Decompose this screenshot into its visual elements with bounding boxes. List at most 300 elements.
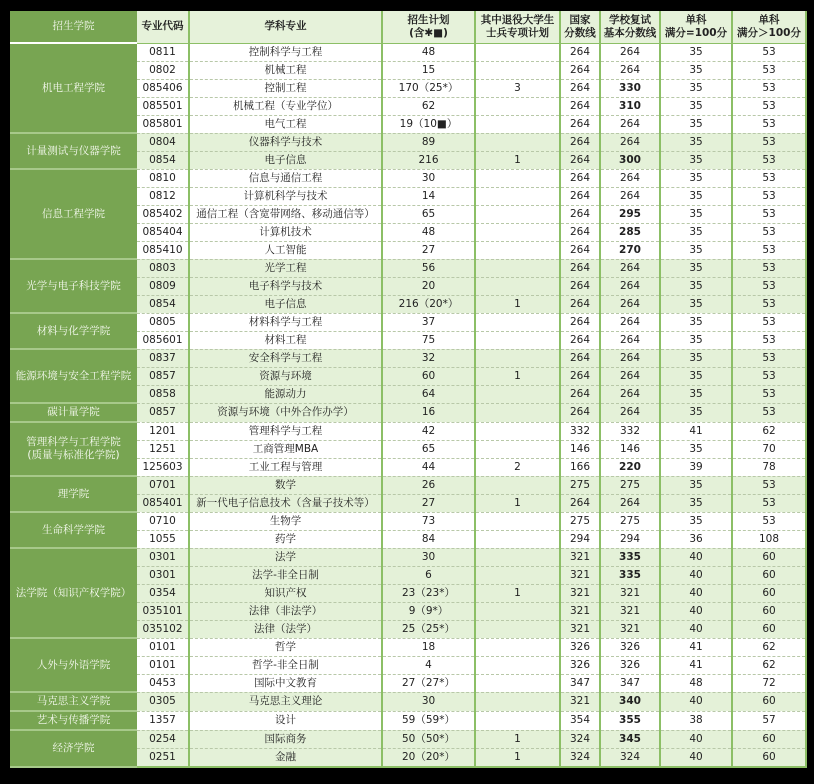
veteran-plan-cell: 1 <box>475 748 560 767</box>
national-line-cell: 146 <box>560 440 600 458</box>
single-subject-100-cell: 35 <box>660 385 732 403</box>
single-subject-gt100-cell: 53 <box>732 476 806 494</box>
school-line-cell: 321 <box>600 602 660 620</box>
national-line-cell: 264 <box>560 169 600 187</box>
national-line-cell: 264 <box>560 61 600 79</box>
national-line-cell: 275 <box>560 512 600 530</box>
single-subject-100-cell: 35 <box>660 187 732 205</box>
enrollment-plan-cell: 73 <box>382 512 475 530</box>
major-name-cell: 安全科学与工程 <box>189 349 382 367</box>
veteran-plan-cell <box>475 620 560 638</box>
enrollment-plan-cell: 25（25*） <box>382 620 475 638</box>
school-line-cell: 264 <box>600 115 660 133</box>
veteran-plan-cell <box>475 223 560 241</box>
enrollment-plan-cell: 64 <box>382 385 475 403</box>
national-line-cell: 264 <box>560 151 600 169</box>
enrollment-plan-cell: 30 <box>382 169 475 187</box>
national-line-cell: 264 <box>560 241 600 259</box>
major-name-cell: 新一代电子信息技术（含量子技术等） <box>189 494 382 512</box>
single-subject-100-cell: 35 <box>660 79 732 97</box>
veteran-plan-cell <box>475 530 560 548</box>
single-subject-gt100-cell: 53 <box>732 187 806 205</box>
single-subject-100-cell: 40 <box>660 620 732 638</box>
header-single100-line1: 单科 <box>685 14 707 27</box>
veteran-plan-cell <box>475 43 560 61</box>
single-subject-100-cell: 35 <box>660 223 732 241</box>
major-name-cell: 电子信息 <box>189 151 382 169</box>
major-code-cell: 0251 <box>137 748 189 767</box>
single-subject-100-cell: 35 <box>660 512 732 530</box>
single-subject-gt100-cell: 53 <box>732 241 806 259</box>
major-code-cell: 085410 <box>137 241 189 259</box>
table-body <box>10 43 806 767</box>
college-cell: 材料与化学学院 <box>10 313 137 349</box>
table-row <box>10 349 806 367</box>
veteran-plan-cell <box>475 548 560 566</box>
single-subject-gt100-cell: 62 <box>732 656 806 674</box>
school-line-cell: 345 <box>600 730 660 748</box>
major-name-cell: 法律（非法学） <box>189 602 382 620</box>
national-line-cell: 264 <box>560 313 600 331</box>
major-name-cell: 工业工程与管理 <box>189 458 382 476</box>
school-line-cell: 294 <box>600 530 660 548</box>
national-line-cell: 264 <box>560 403 600 422</box>
single-subject-100-cell: 36 <box>660 530 732 548</box>
major-name-cell: 设计 <box>189 711 382 730</box>
veteran-plan-cell <box>475 169 560 187</box>
table-row <box>10 692 806 711</box>
enrollment-plan-cell: 75 <box>382 331 475 349</box>
school-line-cell: 264 <box>600 187 660 205</box>
school-line-cell: 340 <box>600 692 660 711</box>
single-subject-gt100-cell: 53 <box>732 61 806 79</box>
single-subject-gt100-cell: 60 <box>732 748 806 767</box>
national-line-cell: 264 <box>560 367 600 385</box>
table-row <box>10 476 806 494</box>
enrollment-plan-cell: 6 <box>382 566 475 584</box>
enrollment-plan-cell: 62 <box>382 97 475 115</box>
veteran-plan-cell: 3 <box>475 79 560 97</box>
school-line-cell: 264 <box>600 169 660 187</box>
school-line-cell: 324 <box>600 748 660 767</box>
veteran-plan-cell <box>475 205 560 223</box>
single-subject-100-cell: 35 <box>660 440 732 458</box>
enrollment-plan-cell: 216（20*） <box>382 295 475 313</box>
major-name-cell: 生物学 <box>189 512 382 530</box>
veteran-plan-cell <box>475 259 560 277</box>
table-row <box>10 638 806 656</box>
school-line-cell: 264 <box>600 43 660 61</box>
college-cell: 人外与外语学院 <box>10 638 137 692</box>
major-code-cell: 1201 <box>137 422 189 440</box>
major-name-cell: 人工智能 <box>189 241 382 259</box>
veteran-plan-cell <box>475 97 560 115</box>
major-code-cell: 0854 <box>137 295 189 313</box>
college-cell: 计量测试与仪器学院 <box>10 133 137 169</box>
veteran-plan-cell <box>475 187 560 205</box>
national-line-cell: 326 <box>560 638 600 656</box>
header-school-line <box>600 11 660 43</box>
header-national-line <box>560 11 600 43</box>
school-line-cell: 300 <box>600 151 660 169</box>
major-name-cell: 知识产权 <box>189 584 382 602</box>
single-subject-100-cell: 35 <box>660 259 732 277</box>
table-row <box>10 512 806 530</box>
admission-score-table-container <box>10 11 806 768</box>
major-code-cell: 085501 <box>137 97 189 115</box>
major-name-cell: 电子信息 <box>189 295 382 313</box>
header-singlegt100-line2: 满分＞100分 <box>737 26 801 39</box>
single-subject-100-cell: 35 <box>660 43 732 61</box>
major-name-cell: 哲学-非全日制 <box>189 656 382 674</box>
major-code-cell: 0812 <box>137 187 189 205</box>
veteran-plan-cell <box>475 241 560 259</box>
enrollment-plan-cell: 4 <box>382 656 475 674</box>
major-code-cell: 085801 <box>137 115 189 133</box>
major-code-cell: 0301 <box>137 566 189 584</box>
single-subject-gt100-cell: 53 <box>732 133 806 151</box>
major-name-cell: 计算机科学与技术 <box>189 187 382 205</box>
national-line-cell: 264 <box>560 115 600 133</box>
enrollment-plan-cell: 50（50*） <box>382 730 475 748</box>
national-line-cell: 264 <box>560 259 600 277</box>
header-national-line2: 分数线 <box>564 26 596 39</box>
table-row <box>10 422 806 440</box>
school-line-cell: 275 <box>600 512 660 530</box>
national-line-cell: 354 <box>560 711 600 730</box>
enrollment-plan-cell: 14 <box>382 187 475 205</box>
single-subject-100-cell: 35 <box>660 169 732 187</box>
school-line-cell: 264 <box>600 259 660 277</box>
header-plan-line2: (含✱■) <box>409 26 448 39</box>
school-line-cell: 264 <box>600 313 660 331</box>
header-plan-line1: 招生计划 <box>407 14 450 27</box>
major-code-cell: 1055 <box>137 530 189 548</box>
enrollment-plan-cell: 27（27*） <box>382 674 475 692</box>
national-line-cell: 321 <box>560 602 600 620</box>
national-line-cell: 294 <box>560 530 600 548</box>
major-code-cell: 035101 <box>137 602 189 620</box>
enrollment-plan-cell: 16 <box>382 403 475 422</box>
single-subject-100-cell: 39 <box>660 458 732 476</box>
national-line-cell: 264 <box>560 43 600 61</box>
veteran-plan-cell: 1 <box>475 494 560 512</box>
major-name-cell: 电子科学与技术 <box>189 277 382 295</box>
major-name-cell: 法学-非全日制 <box>189 566 382 584</box>
enrollment-plan-cell: 27 <box>382 494 475 512</box>
veteran-plan-cell <box>475 638 560 656</box>
major-code-cell: 0810 <box>137 169 189 187</box>
major-name-cell: 电气工程 <box>189 115 382 133</box>
school-line-cell: 220 <box>600 458 660 476</box>
national-line-cell: 321 <box>560 566 600 584</box>
single-subject-100-cell: 35 <box>660 241 732 259</box>
single-subject-100-cell: 41 <box>660 638 732 656</box>
enrollment-plan-cell: 18 <box>382 638 475 656</box>
veteran-plan-cell <box>475 115 560 133</box>
school-line-cell: 326 <box>600 638 660 656</box>
table-row <box>10 711 806 730</box>
single-subject-gt100-cell: 78 <box>732 458 806 476</box>
single-subject-gt100-cell: 53 <box>732 403 806 422</box>
national-line-cell: 264 <box>560 97 600 115</box>
major-name-cell: 法学 <box>189 548 382 566</box>
enrollment-plan-cell: 44 <box>382 458 475 476</box>
school-line-cell: 264 <box>600 349 660 367</box>
veteran-plan-cell <box>475 349 560 367</box>
major-code-cell: 0701 <box>137 476 189 494</box>
college-cell: 机电工程学院 <box>10 43 137 133</box>
veteran-plan-cell: 1 <box>475 295 560 313</box>
major-name-cell: 国际商务 <box>189 730 382 748</box>
major-name-cell: 马克思主义理论 <box>189 692 382 711</box>
school-line-cell: 270 <box>600 241 660 259</box>
school-line-cell: 264 <box>600 277 660 295</box>
veteran-plan-cell <box>475 566 560 584</box>
national-line-cell: 264 <box>560 205 600 223</box>
single-subject-gt100-cell: 53 <box>732 151 806 169</box>
major-name-cell: 计算机技术 <box>189 223 382 241</box>
single-subject-100-cell: 35 <box>660 313 732 331</box>
national-line-cell: 264 <box>560 133 600 151</box>
single-subject-gt100-cell: 53 <box>732 349 806 367</box>
table-row <box>10 548 806 566</box>
veteran-plan-cell: 1 <box>475 584 560 602</box>
admission-score-table <box>10 11 807 768</box>
header-plan <box>382 11 475 43</box>
school-line-cell: 326 <box>600 656 660 674</box>
national-line-cell: 275 <box>560 476 600 494</box>
header-single100-line2: 满分=100分 <box>664 26 728 39</box>
enrollment-plan-cell: 15 <box>382 61 475 79</box>
school-line-cell: 347 <box>600 674 660 692</box>
national-line-cell: 324 <box>560 748 600 767</box>
single-subject-100-cell: 35 <box>660 61 732 79</box>
header-single-gt100 <box>732 11 806 43</box>
college-cell: 生命科学学院 <box>10 512 137 548</box>
enrollment-plan-cell: 48 <box>382 43 475 61</box>
major-code-cell: 0305 <box>137 692 189 711</box>
national-line-cell: 264 <box>560 277 600 295</box>
college-name-line2: (质量与标准化学院) <box>27 449 120 461</box>
header-school-line1: 学校复试 <box>609 14 651 27</box>
national-line-cell: 321 <box>560 584 600 602</box>
enrollment-plan-cell: 30 <box>382 692 475 711</box>
veteran-plan-cell <box>475 440 560 458</box>
veteran-plan-cell <box>475 476 560 494</box>
major-name-cell: 仪器科学与技术 <box>189 133 382 151</box>
single-subject-gt100-cell: 108 <box>732 530 806 548</box>
school-line-cell: 264 <box>600 367 660 385</box>
national-line-cell: 324 <box>560 730 600 748</box>
national-line-cell: 332 <box>560 422 600 440</box>
veteran-plan-cell <box>475 656 560 674</box>
major-name-cell: 信息与通信工程 <box>189 169 382 187</box>
major-code-cell: 085406 <box>137 79 189 97</box>
single-subject-gt100-cell: 70 <box>732 440 806 458</box>
major-code-cell: 0809 <box>137 277 189 295</box>
veteran-plan-cell <box>475 692 560 711</box>
header-major: 学科专业 <box>189 11 382 43</box>
table-row <box>10 43 806 61</box>
school-line-cell: 264 <box>600 133 660 151</box>
single-subject-gt100-cell: 53 <box>732 295 806 313</box>
veteran-plan-cell <box>475 602 560 620</box>
major-code-cell: 0803 <box>137 259 189 277</box>
veteran-plan-cell <box>475 422 560 440</box>
major-name-cell: 材料科学与工程 <box>189 313 382 331</box>
national-line-cell: 264 <box>560 79 600 97</box>
single-subject-gt100-cell: 53 <box>732 115 806 133</box>
single-subject-100-cell: 41 <box>660 656 732 674</box>
table-row <box>10 259 806 277</box>
veteran-plan-cell: 1 <box>475 151 560 169</box>
major-name-cell: 资源与环境 <box>189 367 382 385</box>
single-subject-100-cell: 35 <box>660 367 732 385</box>
major-code-cell: 035102 <box>137 620 189 638</box>
major-code-cell: 085402 <box>137 205 189 223</box>
college-cell <box>10 422 137 476</box>
single-subject-100-cell: 40 <box>660 584 732 602</box>
enrollment-plan-cell: 27 <box>382 241 475 259</box>
single-subject-gt100-cell: 53 <box>732 97 806 115</box>
enrollment-plan-cell: 84 <box>382 530 475 548</box>
table-row <box>10 169 806 187</box>
major-code-cell: 0857 <box>137 403 189 422</box>
enrollment-plan-cell: 42 <box>382 422 475 440</box>
major-name-cell: 管理科学与工程 <box>189 422 382 440</box>
table-row <box>10 313 806 331</box>
single-subject-100-cell: 35 <box>660 97 732 115</box>
enrollment-plan-cell: 23（23*） <box>382 584 475 602</box>
single-subject-gt100-cell: 53 <box>732 331 806 349</box>
single-subject-100-cell: 35 <box>660 349 732 367</box>
table-row <box>10 403 806 422</box>
veteran-plan-cell <box>475 277 560 295</box>
single-subject-gt100-cell: 53 <box>732 223 806 241</box>
single-subject-100-cell: 40 <box>660 566 732 584</box>
school-line-cell: 355 <box>600 711 660 730</box>
major-code-cell: 0837 <box>137 349 189 367</box>
national-line-cell: 321 <box>560 548 600 566</box>
major-code-cell: 0805 <box>137 313 189 331</box>
enrollment-plan-cell: 19（10■） <box>382 115 475 133</box>
single-subject-gt100-cell: 60 <box>732 692 806 711</box>
single-subject-gt100-cell: 62 <box>732 638 806 656</box>
single-subject-100-cell: 35 <box>660 476 732 494</box>
enrollment-plan-cell: 89 <box>382 133 475 151</box>
single-subject-100-cell: 35 <box>660 277 732 295</box>
school-line-cell: 330 <box>600 79 660 97</box>
school-line-cell: 264 <box>600 295 660 313</box>
major-name-cell: 光学工程 <box>189 259 382 277</box>
major-code-cell: 0857 <box>137 367 189 385</box>
major-name-cell: 通信工程（含宽带网络、移动通信等） <box>189 205 382 223</box>
single-subject-100-cell: 40 <box>660 602 732 620</box>
major-name-cell: 药学 <box>189 530 382 548</box>
major-code-cell: 0453 <box>137 674 189 692</box>
single-subject-100-cell: 40 <box>660 730 732 748</box>
major-code-cell: 1251 <box>137 440 189 458</box>
enrollment-plan-cell: 60 <box>382 367 475 385</box>
college-cell: 信息工程学院 <box>10 169 137 259</box>
school-line-cell: 264 <box>600 494 660 512</box>
national-line-cell: 326 <box>560 656 600 674</box>
major-code-cell: 0301 <box>137 548 189 566</box>
single-subject-gt100-cell: 72 <box>732 674 806 692</box>
major-name-cell: 哲学 <box>189 638 382 656</box>
major-name-cell: 国际中文教育 <box>189 674 382 692</box>
major-name-cell: 数学 <box>189 476 382 494</box>
veteran-plan-cell <box>475 313 560 331</box>
school-line-cell: 264 <box>600 331 660 349</box>
single-subject-gt100-cell: 53 <box>732 367 806 385</box>
enrollment-plan-cell: 56 <box>382 259 475 277</box>
major-code-cell: 0854 <box>137 151 189 169</box>
national-line-cell: 264 <box>560 331 600 349</box>
single-subject-gt100-cell: 53 <box>732 512 806 530</box>
single-subject-gt100-cell: 53 <box>732 313 806 331</box>
school-line-cell: 264 <box>600 385 660 403</box>
national-line-cell: 264 <box>560 349 600 367</box>
veteran-plan-cell <box>475 403 560 422</box>
major-code-cell: 1357 <box>137 711 189 730</box>
header-national-line1: 国家 <box>569 14 591 27</box>
single-subject-gt100-cell: 57 <box>732 711 806 730</box>
veteran-plan-cell <box>475 61 560 79</box>
college-cell: 能源环境与安全工程学院 <box>10 349 137 403</box>
single-subject-gt100-cell: 60 <box>732 602 806 620</box>
enrollment-plan-cell: 170（25*） <box>382 79 475 97</box>
national-line-cell: 347 <box>560 674 600 692</box>
college-cell: 马克思主义学院 <box>10 692 137 711</box>
school-line-cell: 146 <box>600 440 660 458</box>
major-code-cell: 0354 <box>137 584 189 602</box>
major-name-cell: 控制工程 <box>189 79 382 97</box>
major-code-cell: 125603 <box>137 458 189 476</box>
school-line-cell: 332 <box>600 422 660 440</box>
major-code-cell: 0101 <box>137 656 189 674</box>
single-subject-gt100-cell: 53 <box>732 259 806 277</box>
single-subject-gt100-cell: 53 <box>732 79 806 97</box>
enrollment-plan-cell: 9（9*） <box>382 602 475 620</box>
single-subject-100-cell: 35 <box>660 133 732 151</box>
national-line-cell: 264 <box>560 494 600 512</box>
single-subject-gt100-cell: 60 <box>732 566 806 584</box>
major-code-cell: 085601 <box>137 331 189 349</box>
school-line-cell: 275 <box>600 476 660 494</box>
enrollment-plan-cell: 48 <box>382 223 475 241</box>
school-line-cell: 321 <box>600 620 660 638</box>
major-code-cell: 0802 <box>137 61 189 79</box>
single-subject-100-cell: 40 <box>660 692 732 711</box>
table-header <box>10 11 806 43</box>
header-veteran-line1: 其中退役大学生 <box>480 14 555 27</box>
national-line-cell: 321 <box>560 692 600 711</box>
single-subject-gt100-cell: 53 <box>732 277 806 295</box>
single-subject-100-cell: 35 <box>660 403 732 422</box>
header-singlegt100-line1: 单科 <box>758 14 780 27</box>
major-name-cell: 工商管理MBA <box>189 440 382 458</box>
college-cell: 艺术与传播学院 <box>10 711 137 730</box>
single-subject-100-cell: 35 <box>660 494 732 512</box>
enrollment-plan-cell: 216 <box>382 151 475 169</box>
veteran-plan-cell <box>475 674 560 692</box>
single-subject-gt100-cell: 53 <box>732 43 806 61</box>
single-subject-100-cell: 35 <box>660 151 732 169</box>
single-subject-100-cell: 38 <box>660 711 732 730</box>
single-subject-gt100-cell: 60 <box>732 584 806 602</box>
